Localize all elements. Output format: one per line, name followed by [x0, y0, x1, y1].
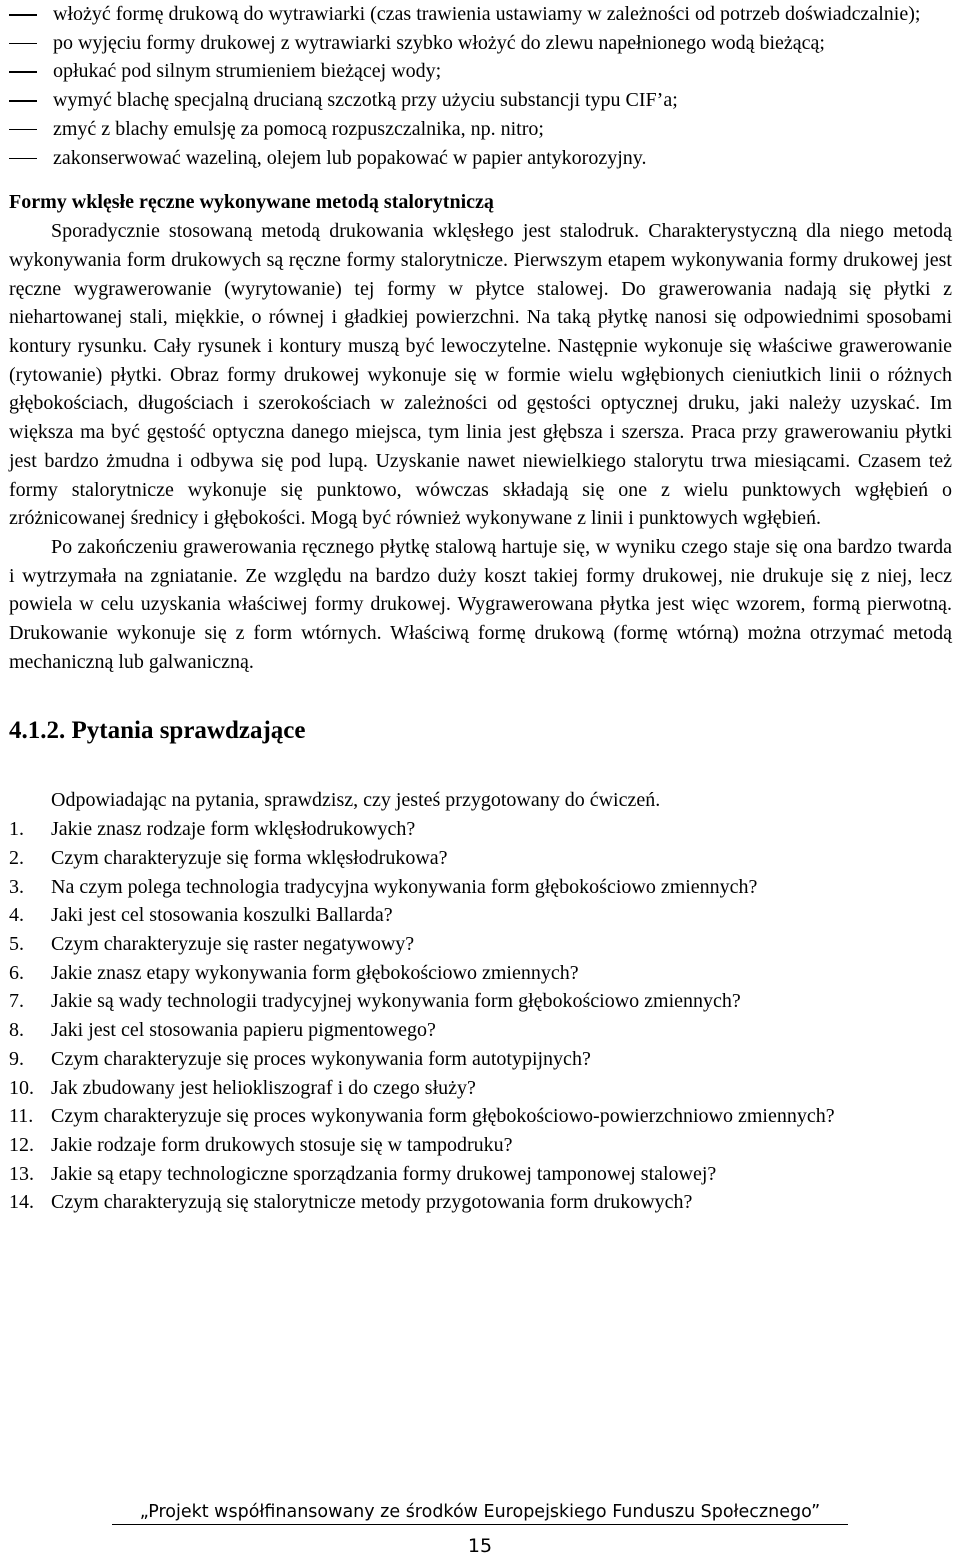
- question-number: 13.: [9, 1162, 34, 1185]
- question-number: 12.: [9, 1133, 34, 1156]
- step-text: włożyć formę drukową do wytrawiarki (czas trawienia ustawiamy w zależności od potrzeb doświadczalnie);: [53, 3, 921, 25]
- list-item: [9, 0, 952, 29]
- list-item: [9, 57, 952, 86]
- question-item: [9, 815, 952, 844]
- question-number: 4.: [9, 904, 24, 927]
- question-text: Jakie znasz rodzaje form wklęsłodrukowych?: [51, 818, 416, 841]
- step-text: zakonserwować wazeliną, olejem lub popakować w papier antykorozyjny.: [53, 146, 647, 169]
- question-number: 1.: [9, 818, 24, 841]
- question-text: Czym charakteryzuje się proces wykonywania form głębokościowo-powierzchniowo zmiennych?: [51, 1105, 835, 1128]
- dash-bullet-icon: [9, 144, 53, 173]
- questions-intro: Odpowiadając na pytania, sprawdzisz, czy jesteś przygotowany do ćwiczeń.: [51, 789, 661, 812]
- question-item: [9, 959, 952, 988]
- question-number: 5.: [9, 932, 24, 955]
- question-item: [9, 1016, 952, 1045]
- question-text: Jaki jest cel stosowania papieru pigmentowego?: [51, 1019, 436, 1042]
- section-heading: Formy wklęsłe ręczne wykonywane metodą stalorytniczą: [9, 191, 494, 214]
- question-text: Na czym polega technologia tradycyjna wykonywania form głębokościowo zmiennych?: [51, 875, 758, 898]
- list-item: [9, 29, 952, 58]
- list-item: [9, 115, 952, 144]
- body-paragraph: Sporadycznie stosowaną metodą drukowania wklęsłego jest stalodruk. Charakterystyczną dla niego metodą wykonywania form drukowych są ręczne formy stalorytnicze. Pierwszym etapem wykonywania formy drukowej jest ręczne wygrawerowanie (wyrytowanie) tej formy w płytce stalowej. Do grawerowania nadają się płytki z niehartowanej stali, miękkie, o równej i gładkiej powierzchni. Na taką płytkę nanosi się odpowiednimi sposobami kontury rysunku. Cały rysunek i kontury muszą być lewoczytelne. Następnie wykonuje się właściwe grawerowanie (rytowanie) płytki. Obraz formy drukowej wykonuje się w formie wielu wgłębionych cieniutkich linii o różnych głębokościach, długościach i szerokościach w zależności od gęstości optycznej druku, jaki należy uzyskać. Im większa ma być gęstość optyczna danego miejsca, tym linia jest głębsza i szersza. Praca przy grawerowaniu płytki jest bardzo żmudna i odbywa się pod lupą. Uzyskanie nawet niewielkiego stalorytu trwa miesiącami. Czasem też formy stalorytnicze wykonuje się punktowo, wówczas składają się one z wielu punktowych wgłębień o zróżnicowanej średnicy i głębokości. Mogą być również wykonywane z linii i punktowych wgłębień.: [9, 220, 952, 530]
- question-text: Jakie znasz etapy wykonywania form głębokościowo zmiennych?: [51, 961, 579, 984]
- dash-bullet-icon: [9, 115, 53, 144]
- question-text: Jakie są wady technologii tradycyjnej wykonywania form głębokościowo zmiennych?: [51, 990, 741, 1013]
- question-item: [9, 1045, 952, 1074]
- question-text: Jakie są etapy technologiczne sporządzania formy drukowej tamponowej stalowej?: [51, 1162, 717, 1185]
- question-number: 6.: [9, 961, 24, 984]
- question-item: [9, 844, 952, 873]
- questions-list: [9, 815, 952, 1217]
- question-text: Jak zbudowany jest heliokliszograf i do czego służy?: [51, 1076, 476, 1099]
- question-number: 8.: [9, 1019, 24, 1042]
- step-text: wymyć blachę specjalną drucianą szczotką przy użyciu substancji typu CIF’a;: [53, 89, 678, 112]
- step-text: po wyjęciu formy drukowej z wytrawiarki szybko włożyć do zlewu napełnionego wodą bieżącą;: [53, 31, 825, 54]
- question-item: [9, 873, 952, 902]
- question-item: [9, 987, 952, 1016]
- question-number: 14.: [9, 1191, 34, 1214]
- question-text: Czym charakteryzuje się forma wklęsłodrukowa?: [51, 846, 448, 869]
- question-text: Jaki jest cel stosowania koszulki Ballarda?: [51, 904, 393, 927]
- question-item: [9, 901, 952, 930]
- dash-bullet-icon: [9, 29, 53, 58]
- question-item: [9, 1102, 952, 1131]
- dash-bullet-icon: [9, 86, 53, 115]
- question-text: Jakie rodzaje form drukowych stosuje się w tampodruku?: [51, 1133, 513, 1156]
- question-number: 11.: [9, 1105, 34, 1128]
- footer-divider: [112, 1524, 848, 1525]
- dash-bullet-icon: [9, 57, 53, 86]
- question-item: [9, 1131, 952, 1160]
- page-footer: [0, 1500, 960, 1557]
- question-item: [9, 1074, 952, 1103]
- list-item: [9, 144, 952, 173]
- question-number: 7.: [9, 990, 24, 1013]
- question-number: 3.: [9, 875, 24, 898]
- questions-heading: 4.1.2. Pytania sprawdzające: [9, 717, 306, 745]
- question-number: 10.: [9, 1076, 34, 1099]
- dash-bullet-icon: [9, 0, 53, 29]
- procedure-steps-list: [9, 0, 952, 172]
- step-text: zmyć z blachy emulsję za pomocą rozpuszczalnika, np. nitro;: [53, 117, 544, 140]
- footer-text: „Projekt współfinansowany ze środków Europejskiego Funduszu Społecznego”: [139, 1502, 821, 1522]
- step-text: opłukać pod silnym strumieniem bieżącej wody;: [53, 60, 442, 83]
- question-number: 2.: [9, 846, 24, 869]
- body-paragraph: Po zakończeniu grawerowania ręcznego płytkę stalową hartuje się, w wyniku czego staje się ona bardzo twarda i wytrzymała na zgniatanie. Ze względu na bardzo duży koszt takiej formy drukowej, nie drukuje się z niej, lecz powiela w celu uzyskania właściwej formy drukowej. Wygrawerowana płytka jest więc wzorem, formą pierwotną. Drukowanie wykonuje się z form wtórnych. Właściwą formę drukową (formę wtórną) można otrzymać metodą mechaniczną lub galwaniczną.: [9, 535, 952, 673]
- question-text: Czym charakteryzuje się proces wykonywania form autotypijnych?: [51, 1047, 591, 1070]
- question-text: Czym charakteryzują się stalorytnicze metody przygotowania form drukowych?: [51, 1191, 693, 1214]
- question-item: [9, 930, 952, 959]
- question-item: [9, 1188, 952, 1217]
- question-text: Czym charakteryzuje się raster negatywowy?: [51, 932, 415, 955]
- list-item: [9, 86, 952, 115]
- document-page: [9, 0, 952, 1217]
- question-item: [9, 1160, 952, 1189]
- question-number: 9.: [9, 1047, 24, 1070]
- page-number: 15: [467, 1535, 493, 1558]
